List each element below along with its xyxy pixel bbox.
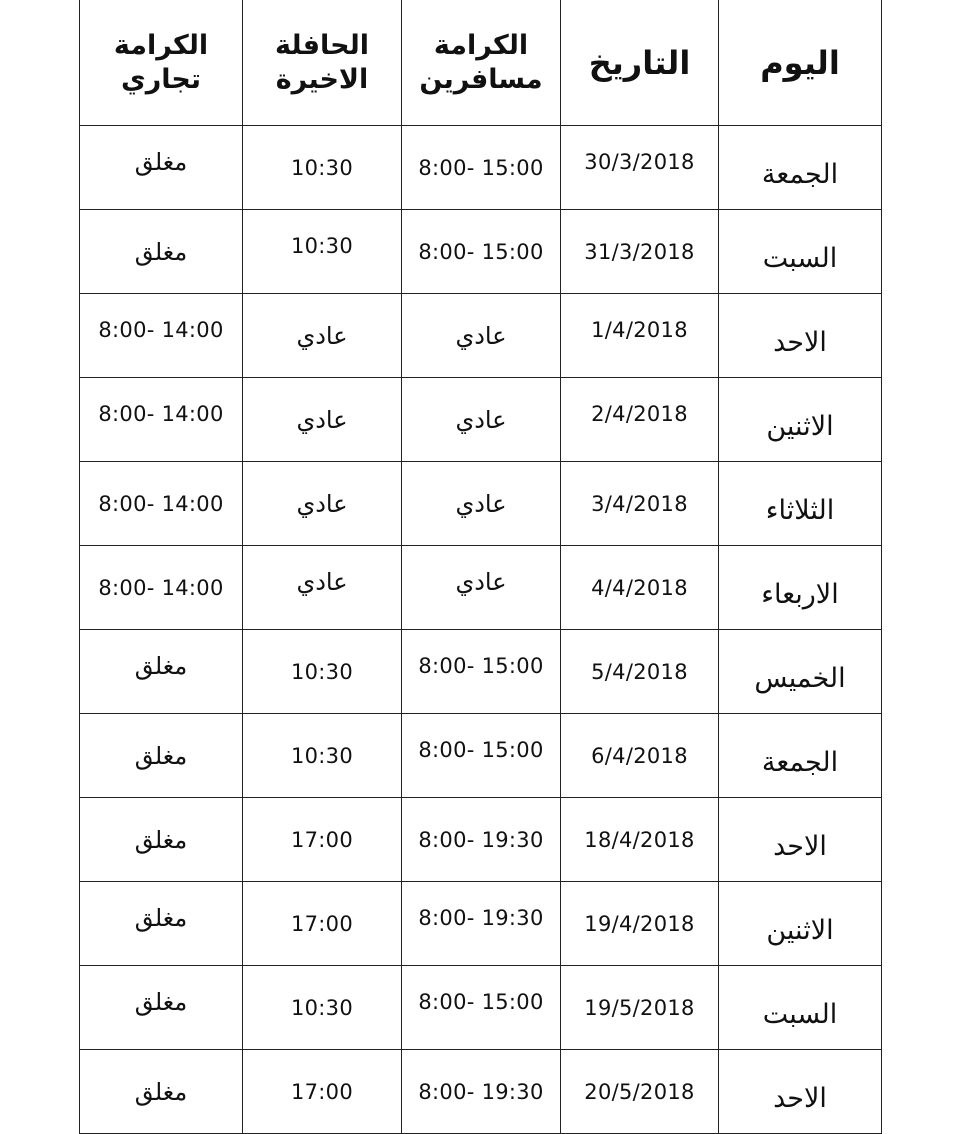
day-cell: الجمعة <box>719 714 882 798</box>
commercial-cell: مغلق <box>80 882 243 966</box>
commercial-cell: 8:00- 14:00 <box>80 294 243 378</box>
table-row <box>80 378 882 462</box>
travelers-cell: عادي <box>402 462 561 546</box>
last-bus-cell: 10:30 <box>243 630 402 714</box>
last-bus-cell: 10:30 <box>243 126 402 210</box>
commercial-cell: مغلق <box>80 210 243 294</box>
travelers-cell: 8:00- 15:00 <box>402 714 561 798</box>
last-bus-cell: 17:00 <box>243 882 402 966</box>
travelers-cell: 8:00- 15:00 <box>402 126 561 210</box>
header-last-bus: الحافلة الاخيرة <box>243 0 402 126</box>
table-row <box>80 210 882 294</box>
last-bus-cell: 10:30 <box>243 714 402 798</box>
travelers-cell: 8:00- 19:30 <box>402 798 561 882</box>
last-bus-cell: عادي <box>243 294 402 378</box>
date-cell: 20/5/2018 <box>561 1050 719 1134</box>
travelers-cell: عادي <box>402 294 561 378</box>
last-bus-cell: عادي <box>243 462 402 546</box>
table-row <box>80 546 882 630</box>
day-cell: الاحد <box>719 798 882 882</box>
day-cell: الاربعاء <box>719 546 882 630</box>
table-row <box>80 798 882 882</box>
table-row <box>80 714 882 798</box>
travelers-cell: 8:00- 15:00 <box>402 630 561 714</box>
day-cell: السبت <box>719 966 882 1050</box>
header-karama-travelers: الكرامة مسافرين <box>402 0 561 126</box>
table-header <box>80 0 882 126</box>
date-cell: 3/4/2018 <box>561 462 719 546</box>
travelers-cell: 8:00- 19:30 <box>402 1050 561 1134</box>
travelers-cell: 8:00- 15:00 <box>402 210 561 294</box>
date-cell: 31/3/2018 <box>561 210 719 294</box>
date-cell: 2/4/2018 <box>561 378 719 462</box>
day-cell: الخميس <box>719 630 882 714</box>
commercial-cell: 8:00- 14:00 <box>80 462 243 546</box>
day-cell: الاحد <box>719 1050 882 1134</box>
date-cell: 1/4/2018 <box>561 294 719 378</box>
travelers-cell: عادي <box>402 378 561 462</box>
commercial-cell: مغلق <box>80 966 243 1050</box>
day-cell: الاثنين <box>719 882 882 966</box>
day-cell: الاحد <box>719 294 882 378</box>
travelers-cell: 8:00- 19:30 <box>402 882 561 966</box>
commercial-cell: مغلق <box>80 714 243 798</box>
date-cell: 5/4/2018 <box>561 630 719 714</box>
last-bus-cell: 17:00 <box>243 798 402 882</box>
header-row <box>80 0 882 126</box>
table-row <box>80 966 882 1050</box>
header-date: التاريخ <box>561 0 719 126</box>
travelers-cell: 8:00- 15:00 <box>402 966 561 1050</box>
table-row <box>80 126 882 210</box>
commercial-cell: مغلق <box>80 1050 243 1134</box>
date-cell: 6/4/2018 <box>561 714 719 798</box>
table-row <box>80 462 882 546</box>
date-cell: 18/4/2018 <box>561 798 719 882</box>
travelers-cell: عادي <box>402 546 561 630</box>
last-bus-cell: 17:00 <box>243 1050 402 1134</box>
table-row <box>80 630 882 714</box>
last-bus-cell: عادي <box>243 378 402 462</box>
commercial-cell: مغلق <box>80 798 243 882</box>
date-cell: 19/5/2018 <box>561 966 719 1050</box>
last-bus-cell: عادي <box>243 546 402 630</box>
table-row <box>80 882 882 966</box>
day-cell: السبت <box>719 210 882 294</box>
day-cell: الجمعة <box>719 126 882 210</box>
day-cell: الاثنين <box>719 378 882 462</box>
header-karama-commercial: الكرامة تجاري <box>80 0 243 126</box>
table-body <box>80 126 882 1134</box>
day-cell: الثلاثاء <box>719 462 882 546</box>
table-row <box>80 294 882 378</box>
commercial-cell: 8:00- 14:00 <box>80 378 243 462</box>
header-day: اليوم <box>719 0 882 126</box>
commercial-cell: مغلق <box>80 126 243 210</box>
date-cell: 19/4/2018 <box>561 882 719 966</box>
commercial-cell: مغلق <box>80 630 243 714</box>
commercial-cell: 8:00- 14:00 <box>80 546 243 630</box>
last-bus-cell: 10:30 <box>243 966 402 1050</box>
date-cell: 4/4/2018 <box>561 546 719 630</box>
last-bus-cell: 10:30 <box>243 210 402 294</box>
table-row <box>80 1050 882 1134</box>
date-cell: 30/3/2018 <box>561 126 719 210</box>
schedule-table <box>79 0 882 1134</box>
